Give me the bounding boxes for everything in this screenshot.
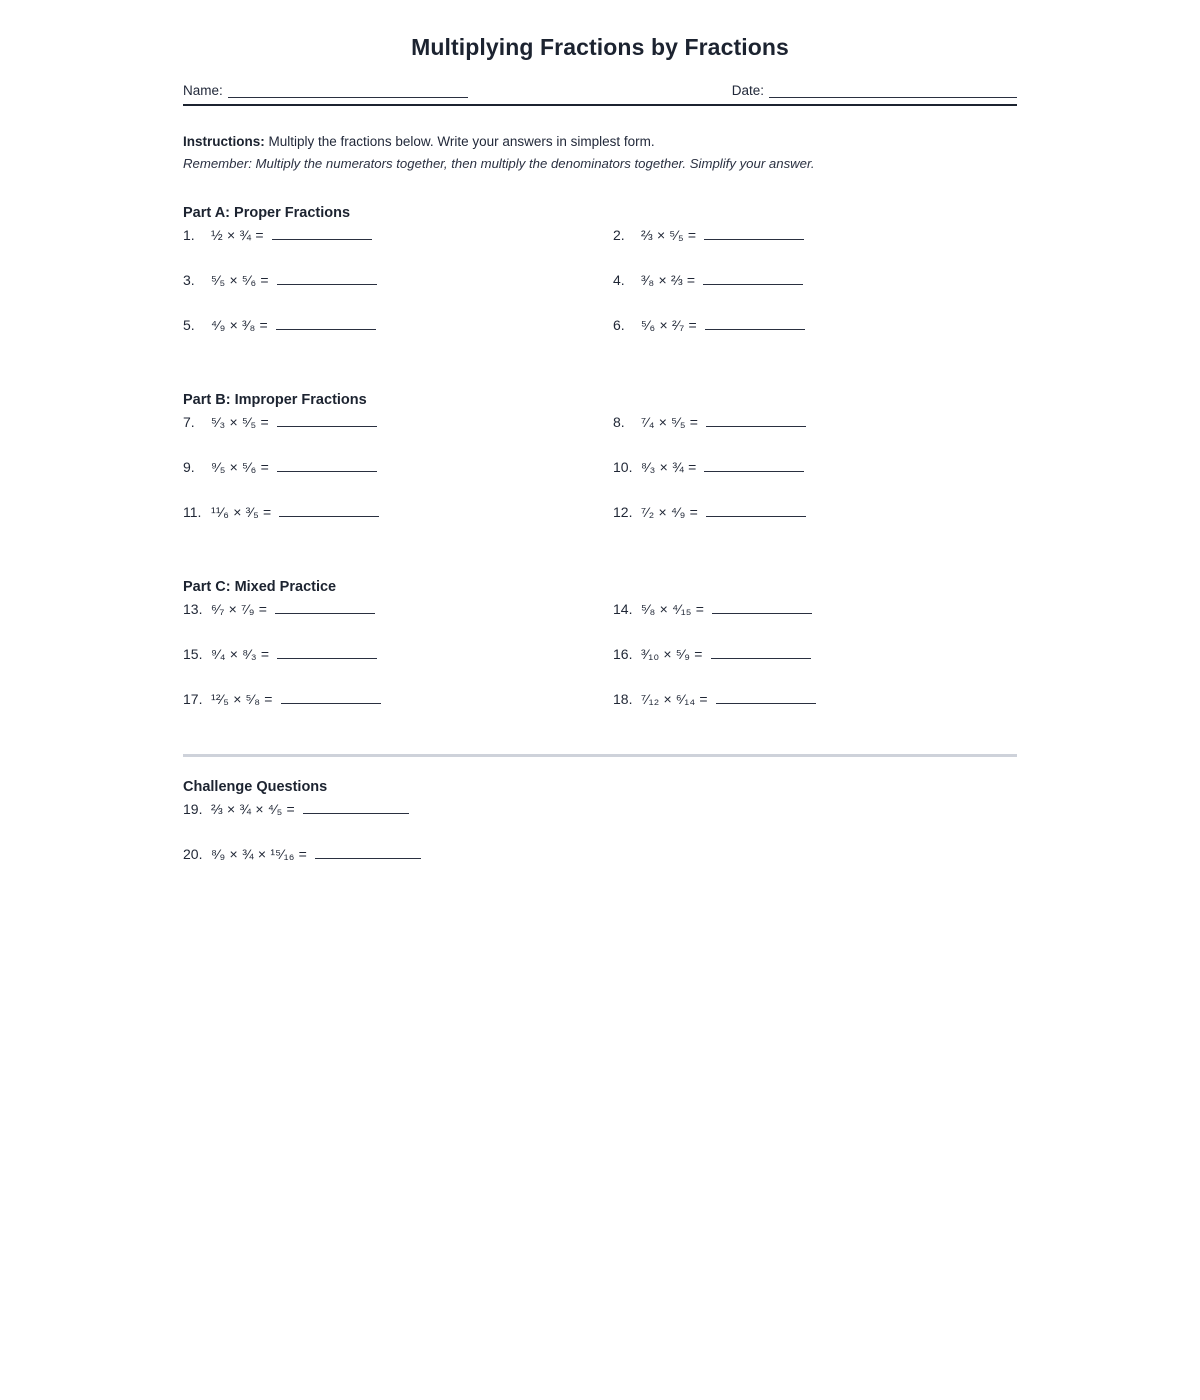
- problem-number: 2.: [613, 226, 625, 243]
- problem-item: [613, 504, 1017, 549]
- problem-expression: ⁵⁄₈ × ⁴⁄₁₅ =: [641, 600, 705, 617]
- problem-number: 19.: [183, 800, 203, 817]
- answer-blank[interactable]: [705, 317, 805, 330]
- answer-blank[interactable]: [279, 504, 379, 517]
- problem-expression: ¹²⁄₅ × ⁵⁄₈ =: [211, 690, 273, 707]
- problem-number: 11.: [183, 503, 202, 520]
- problem-expression: ⁹⁄₅ × ⁵⁄₆ =: [211, 458, 269, 475]
- problem-expression: ½ × ¾ =: [211, 226, 264, 243]
- answer-blank[interactable]: [277, 459, 377, 472]
- problem-grid-part-a: [183, 227, 1017, 362]
- section-heading-challenge: Challenge Questions: [183, 778, 328, 795]
- section-heading-part-c: Part C: Mixed Practice: [183, 578, 337, 595]
- problem-item: [183, 227, 613, 272]
- problem-expression: ³⁄₁₀ × ⁵⁄₉ =: [641, 645, 703, 662]
- problem-number: 7.: [183, 413, 195, 430]
- instructions-block: [183, 131, 1017, 174]
- answer-blank[interactable]: [703, 272, 803, 285]
- problem-number: 9.: [183, 458, 195, 475]
- date-label: Date:: [731, 83, 764, 99]
- page-title: Multiplying Fractions by Fractions: [411, 34, 789, 60]
- problem-item: [183, 414, 613, 459]
- instructions-text: Multiply the fractions below. Write your answers in simplest form.: [264, 134, 655, 150]
- problem-item: [183, 846, 1017, 891]
- problem-number: 16.: [613, 645, 633, 662]
- answer-blank[interactable]: [716, 691, 816, 704]
- answer-blank[interactable]: [706, 504, 806, 517]
- answer-blank[interactable]: [704, 459, 804, 472]
- answer-blank[interactable]: [711, 646, 811, 659]
- problem-item: [613, 691, 1017, 736]
- problem-expression: ⁷⁄₄ × ⁵⁄₅ =: [641, 413, 699, 430]
- name-field-group[interactable]: [183, 83, 468, 98]
- problem-expression: ⁴⁄₉ × ³⁄₈ =: [211, 316, 268, 333]
- answer-blank[interactable]: [704, 227, 804, 240]
- problem-item: [613, 272, 1017, 317]
- problem-item: [613, 414, 1017, 459]
- problem-number: 15.: [183, 645, 203, 662]
- problem-item: [613, 227, 1017, 272]
- problem-number: 13.: [183, 600, 203, 617]
- problem-expression: ⁵⁄₆ × ²⁄₇ =: [641, 316, 697, 333]
- problem-item: [183, 459, 613, 504]
- section-heading-part-b: Part B: Improper Fractions: [183, 391, 367, 408]
- problem-item: [613, 601, 1017, 646]
- problem-number: 4.: [613, 271, 625, 288]
- problem-item: [183, 317, 613, 362]
- problem-expression: ⁹⁄₄ × ⁸⁄₃ =: [211, 645, 270, 662]
- problem-number: 12.: [613, 503, 633, 520]
- answer-blank[interactable]: [277, 646, 377, 659]
- problem-number: 3.: [183, 271, 195, 288]
- answer-blank[interactable]: [315, 846, 421, 859]
- date-field-group[interactable]: [732, 83, 1017, 98]
- answer-blank[interactable]: [275, 601, 375, 614]
- problem-expression: ¹¹⁄₆ × ³⁄₅ =: [211, 503, 272, 520]
- problem-expression: ⅔ × ⁵⁄₅ =: [641, 226, 697, 243]
- name-date-row: [183, 83, 1017, 98]
- answer-blank[interactable]: [277, 272, 377, 285]
- section-heading-part-a: Part A: Proper Fractions: [183, 204, 351, 221]
- answer-blank[interactable]: [706, 414, 806, 427]
- answer-blank[interactable]: [303, 801, 409, 814]
- answer-blank[interactable]: [281, 691, 381, 704]
- problem-number: 6.: [613, 316, 625, 333]
- problem-number: 20.: [183, 845, 203, 862]
- problem-item: [613, 646, 1017, 691]
- answer-blank[interactable]: [277, 414, 377, 427]
- name-label: Name:: [183, 83, 223, 99]
- remember-note: Remember: Multiply the numerators together, then multiply the denominators together. Simplify your answer.: [183, 156, 815, 172]
- problem-item: [613, 459, 1017, 504]
- problem-expression: ⁸⁄₉ × ¾ × ¹⁵⁄₁₆ =: [211, 845, 308, 862]
- problem-number: 14.: [613, 600, 633, 617]
- problem-item: [613, 317, 1017, 362]
- worksheet-body: [183, 0, 1017, 891]
- problem-item: [183, 601, 613, 646]
- problem-item: [183, 691, 613, 736]
- instructions-label: Instructions:: [183, 134, 265, 150]
- problem-expression: ⁷⁄₁₂ × ⁶⁄₁₄ =: [641, 690, 708, 707]
- problem-expression: ⁷⁄₂ × ⁴⁄₉ =: [641, 503, 698, 520]
- problem-item: [183, 646, 613, 691]
- challenge-divider: [183, 754, 1017, 757]
- header-divider: [183, 104, 1017, 106]
- problem-expression: ⅔ × ¾ × ⁴⁄₅ =: [211, 800, 295, 817]
- instructions-line: [183, 131, 1017, 153]
- problem-number: 17.: [183, 690, 203, 707]
- challenge-problem-list: [183, 801, 1017, 891]
- name-input-line[interactable]: [228, 84, 468, 98]
- problem-expression: ⁸⁄₃ × ¾ =: [641, 458, 697, 475]
- problem-expression: ³⁄₈ × ⅔ =: [641, 271, 696, 288]
- problem-grid-part-c: [183, 601, 1017, 736]
- problem-expression: ⁵⁄₅ × ⁵⁄₆ =: [211, 271, 269, 288]
- answer-blank[interactable]: [712, 601, 812, 614]
- problem-expression: ⁶⁄₇ × ⁷⁄₉ =: [211, 600, 268, 617]
- date-input-line[interactable]: [769, 84, 1017, 98]
- answer-blank[interactable]: [272, 227, 372, 240]
- answer-blank[interactable]: [276, 317, 376, 330]
- problem-number: 8.: [613, 413, 625, 430]
- problem-number: 18.: [613, 690, 633, 707]
- problem-grid-part-b: [183, 414, 1017, 549]
- problem-expression: ⁵⁄₃ × ⁵⁄₅ =: [211, 413, 269, 430]
- problem-number: 5.: [183, 316, 195, 333]
- problem-number: 1.: [183, 226, 195, 243]
- problem-item: [183, 504, 613, 549]
- problem-number: 10.: [613, 458, 633, 475]
- problem-item: [183, 272, 613, 317]
- problem-item: [183, 801, 1017, 846]
